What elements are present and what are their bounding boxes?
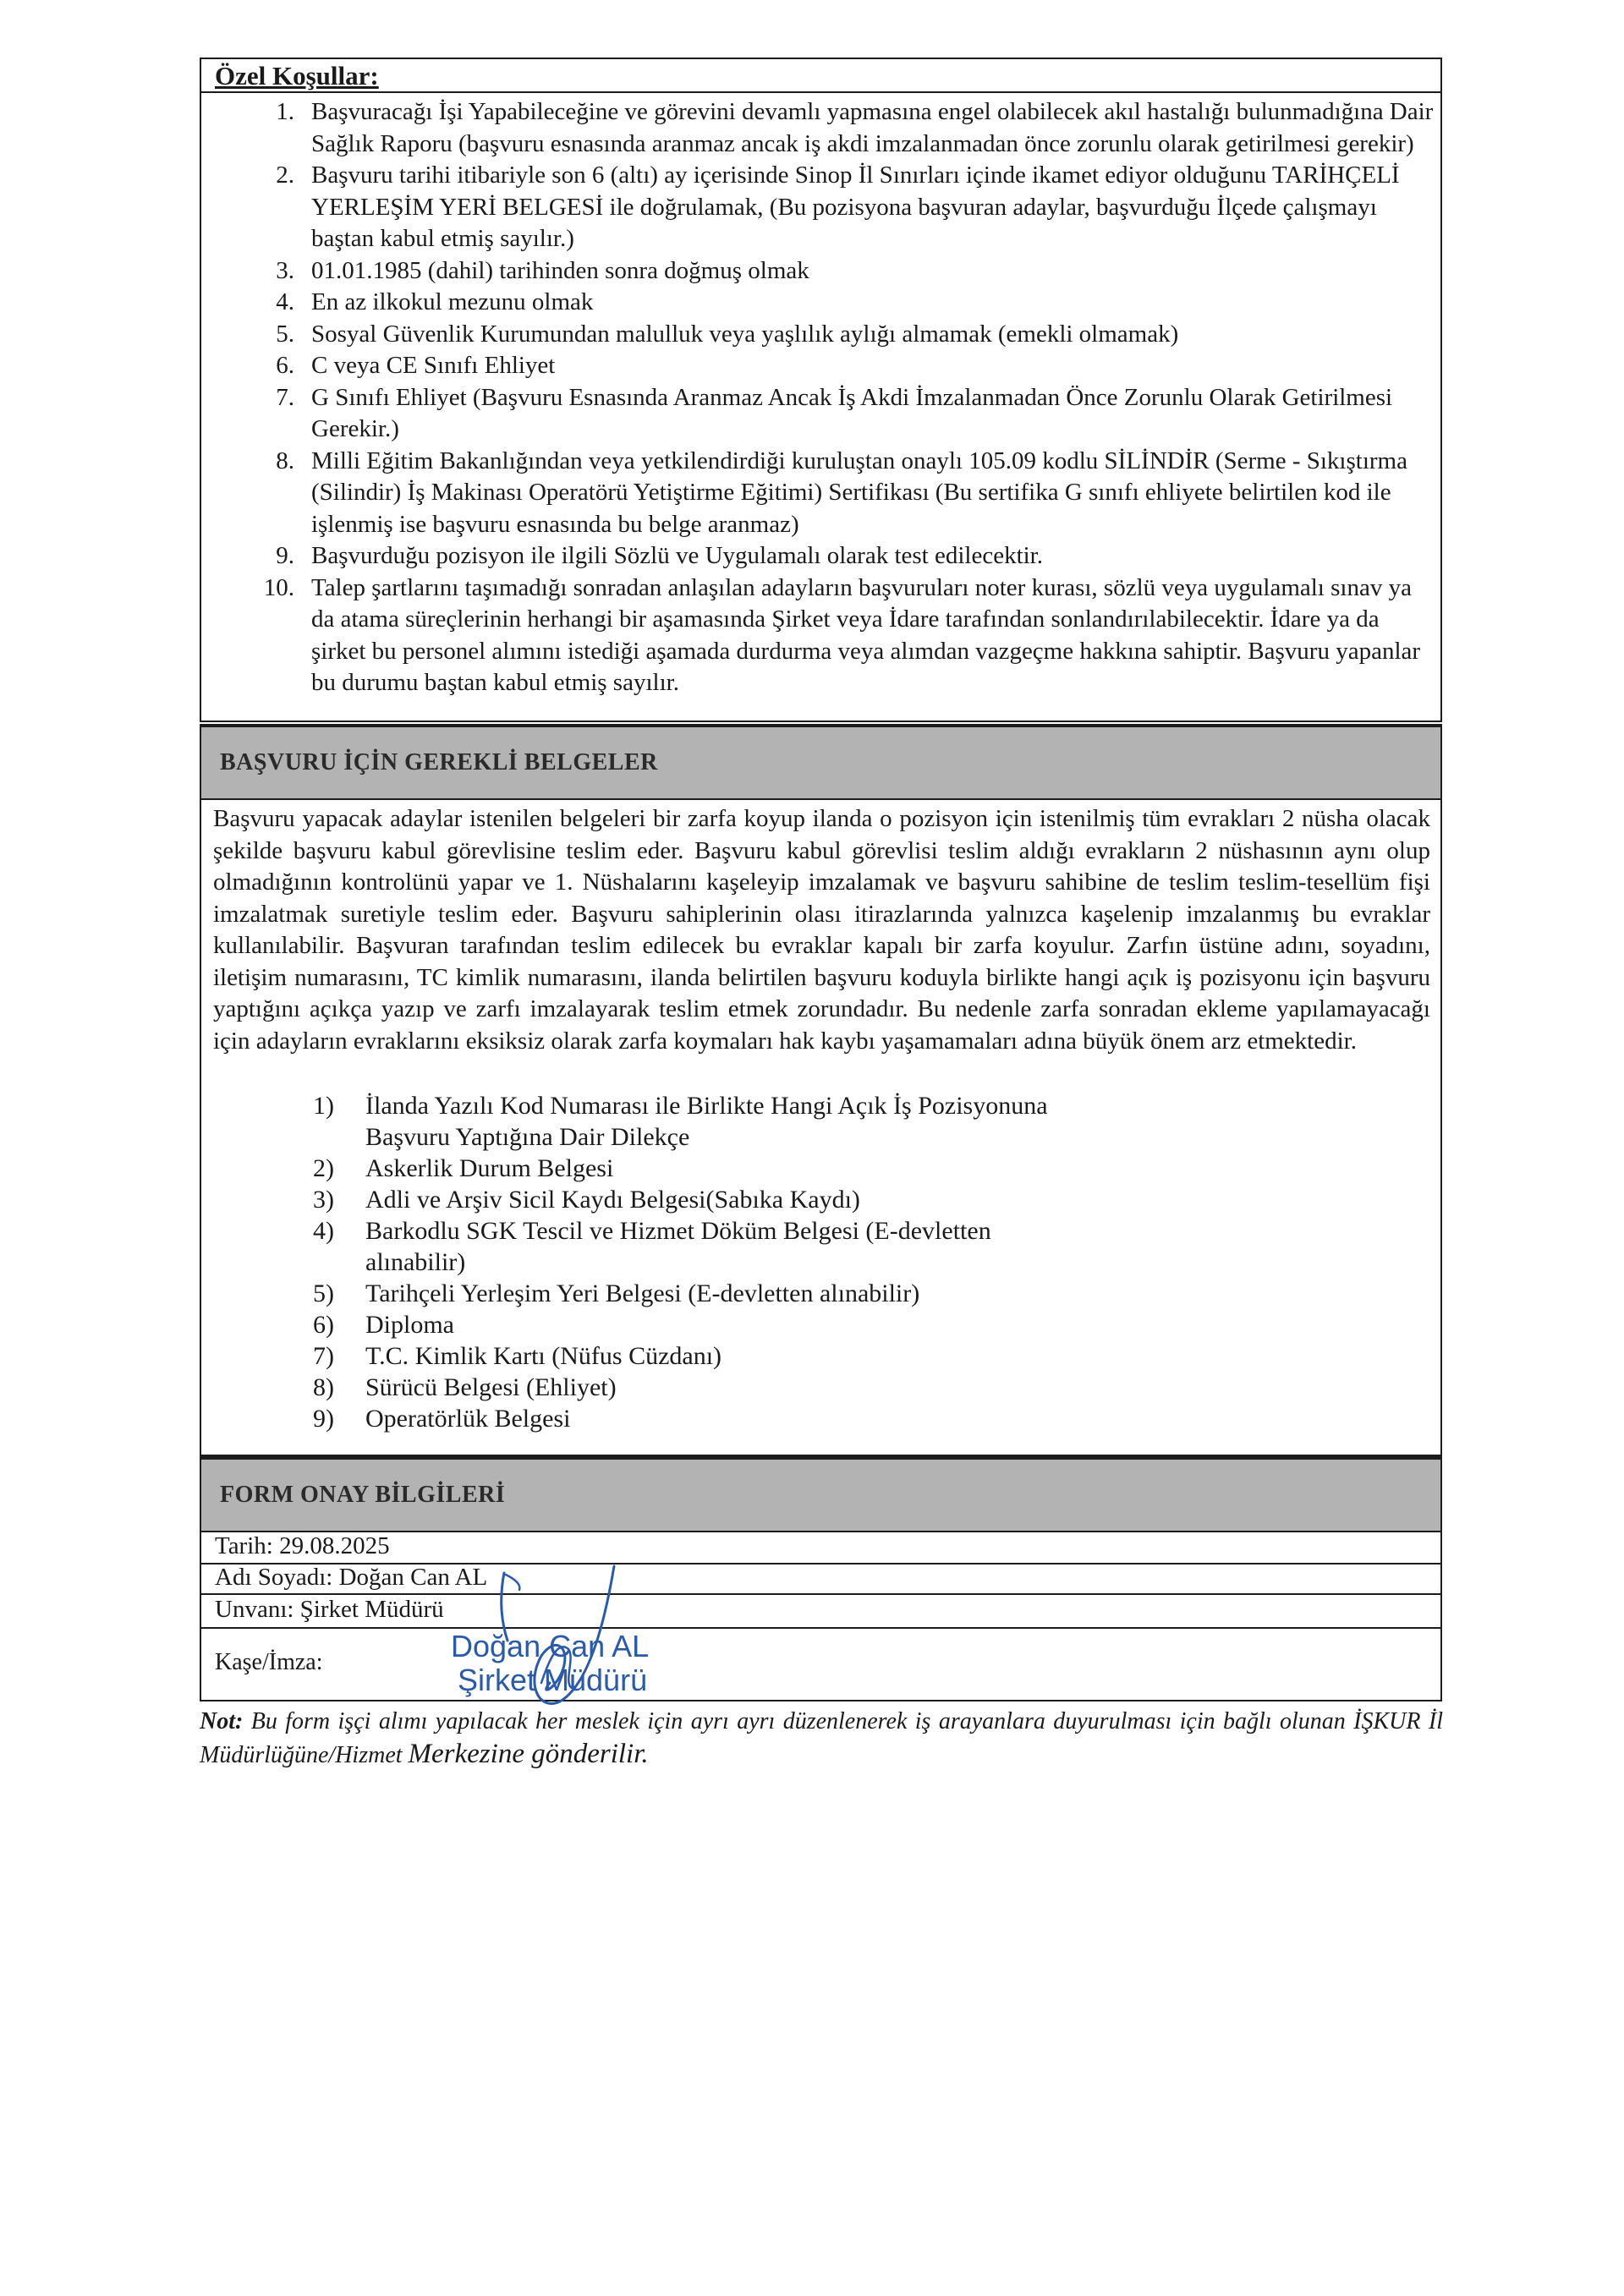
section-header [201,1458,1440,1532]
list-item [201,255,1444,288]
date-row [201,1531,1440,1564]
item-text: Başvuracağı İşi Yapabileceğine ve görevini devamlı yapmasına engel olabilecek akıl hastalığı bulunmadığına Dair Sağlık Raporu (başvuru esnasında aranmaz ancak iş akdi imzalanmadan önce zorunlu olarak getirilmesi gerekir) [311,98,1434,157]
instructions-paragraph: Başvuru yapacak adaylar istenilen belgeleri bir zarfa koyup ilanda o pozisyon için istenilmiş tüm evrakları 2 nüsha olacak şekilde başvuru kabul görevlisine teslim eder. Başvuru kabul görevlisi teslim aldığı evrakların 2 nüshasının aynı olup olmadığının kontrolünü yapar ve 1. Nüshalarını kaşeleyip imzalamak ve başvuru sahibine de teslim teslim-tesellüm fişi imzalatmak suretiyle teslim eder. Başvuru sahiplerinin olası itirazlarında yalnızca kaşelenip imzalanmış bu evraklar kullanılabilir. Başvuran tarafından teslim edilecek bu evraklar kapalı bir zarfa koyulur. Zarfın üstüne adını, soyadını, iletişim numarasını, TC kimlik numarasını, ilanda belirtilen başvuru koduyla birlikte hangi açık iş pozisyonu için başvuru yaptığını açıkça yazıp ve zarfı imzalayarak teslim etmek zorundadır. Bu nedenle zarfa sonradan ekleme yapılamayacağı için adayların evraklarını eksiksiz olarak zarfa koymaları hak kaybı yaşamamaları adına büyük önem arz etmektedir. [213,805,1430,1055]
item-text: G Sınıfı Ehliyet (Başvuru Esnasında Aranmaz Ancak İş Akdi İmzalanmadan Önce Zorunlu Olarak Getirilmesi Gerekir.) [311,383,1393,442]
list-item [0,1153,1066,1184]
section-header-title: BAŞVURU İÇİN GEREKLİ BELGELER [220,749,658,775]
list-item [0,1090,1066,1153]
list-item [201,350,1444,382]
item-text: C veya CE Sınıfı Ehliyet [311,352,556,379]
list-item [0,1184,1066,1215]
name-row [201,1563,1440,1595]
item-number: 7) [313,1342,334,1370]
section-header-title: FORM ONAY BİLGİLERİ [220,1482,506,1508]
list-item [0,1403,1066,1434]
item-number: 8. [276,447,294,474]
note-tail: Merkezine gönderilir. [408,1739,649,1769]
item-number: 3. [276,256,294,284]
special-conditions-section [200,58,1442,722]
list-item [201,287,1444,319]
divider [201,91,1440,93]
title-field: Unvanı: Şirket Müdürü [215,1596,444,1623]
section-title: Özel Koşullar: [215,61,379,90]
documents-list [0,1090,1066,1434]
item-text: T.C. Kimlik Kartı (Nüfus Cüzdanı) [365,1342,722,1370]
item-number: 4) [313,1217,334,1245]
item-number: 8) [313,1373,334,1401]
list-item [201,96,1444,160]
item-text: Operatörlük Belgesi [365,1405,571,1433]
list-item [201,319,1444,351]
list-item [201,446,1444,541]
list-item [201,382,1444,446]
item-number: 1) [313,1092,334,1120]
conditions-list [201,96,1444,699]
form-approval-section [200,1456,1442,1701]
item-text: En az ilkokul mezunu olmak [311,288,594,315]
item-text: Talep şartlarını taşımadığı sonradan anlaşılan adayların başvuruları noter kurası, sözlü veya uygulamalı sınav ya da atama süreçlerinin herhangi bir aşamasında Şirket veya İdare tarafından sonlandırılabilecektir. İdare ya da şirket bu personel alımını istediği aşamada durdurma veya alımdan vazgeçme hakkına sahiptir. Başvuru yapanlar bu durumu baştan kabul etmiş sayılır. [311,573,1421,696]
item-text: Başvurduğu pozisyon ile ilgili Sözlü ve Uygulamalı olarak test edilecektir. [311,542,1043,569]
item-text: Başvuru tarihi itibariyle son 6 (altı) ay içerisinde Sinop İl Sınırları içinde ikamet ediyor olduğunu TARİHÇELİ YERLEŞİM YERİ BELGESİ ile doğrulamak, (Bu pozisyona başvuran adaylar, başvurduğu İlçede çalışmayı baştan kabul etmiş sayılır.) [311,162,1400,252]
item-number: 9) [313,1405,334,1433]
list-item [201,573,1444,699]
list-item [0,1215,1066,1278]
note-text: Bu form işçi alımı yapılacak her meslek için ayrı ayrı düzenlenerek iş arayanlara duyurulması için bağlı olunan İŞKUR İl Müdürlüğüne/Hizmet [200,1708,1443,1768]
item-text: 01.01.1985 (dahil) tarihinden sonra doğmuş olmak [311,256,809,284]
item-number: 2) [313,1154,334,1182]
item-text: Sürücü Belgesi (Ehliyet) [365,1373,617,1401]
list-item [201,160,1444,255]
list-item [0,1372,1066,1403]
item-text: Adli ve Arşiv Sicil Kaydı Belgesi(Sabıka Kaydı) [365,1186,860,1214]
item-number: 1. [276,98,294,125]
item-text: İlanda Yazılı Kod Numarası ile Birlikte Hangi Açık İş Pozisyonuna Başvuru Yaptığına Dair Dilekçe [365,1092,1048,1151]
item-number: 7. [276,383,294,411]
stamp-row [201,1627,1440,1701]
item-text: Tarihçeli Yerleşim Yeri Belgesi (E-devletten alınabilir) [365,1280,920,1307]
item-number: 9. [276,542,294,569]
item-text: Sosyal Güvenlik Kurumundan malulluk veya yaşlılık aylığı almamak (emekli olmamak) [311,320,1179,348]
item-number: 4. [276,288,294,315]
list-item [0,1309,1066,1340]
stamp-name: Doğan Can AL [451,1629,650,1663]
list-item [0,1340,1066,1372]
list-item [0,1278,1066,1309]
item-number: 3) [313,1186,334,1214]
date-field: Tarih: 29.08.2025 [215,1532,390,1559]
name-field: Adı Soyadı: Doğan Can AL [215,1564,488,1591]
section-header [201,726,1440,800]
stamp-title: Şirket Müdürü [458,1663,648,1697]
item-text: Barkodlu SGK Tescil ve Hizmet Döküm Belgesi (E-devletten alınabilir) [365,1217,991,1276]
item-number: 5. [276,320,294,348]
title-row [201,1593,1440,1629]
note-label: Not: [200,1708,244,1734]
item-number: 6) [313,1311,334,1339]
footer-note [200,1705,1443,1772]
item-number: 10. [263,573,294,601]
item-text: Milli Eğitim Bakanlığından veya yetkilendirdiği kuruluştan onaylı 105.09 kodlu SİLİNDİR (Serme - Sıkıştırma (Silindir) İş Makinası Operatörü Yetiştirme Eğitimi) Sertifikası (Bu sertifika G sınıfı ehliyete belirtilen kod ile işlenmiş ise başvuru esnasında bu belge aranmaz) [311,447,1407,538]
item-text: Diploma [365,1311,454,1339]
stamp-label: Kaşe/İmza: [215,1649,323,1675]
item-number: 2. [276,162,294,189]
item-number: 5) [313,1280,334,1307]
item-number: 6. [276,352,294,379]
list-item [201,540,1444,573]
item-text: Askerlik Durum Belgesi [365,1154,614,1182]
